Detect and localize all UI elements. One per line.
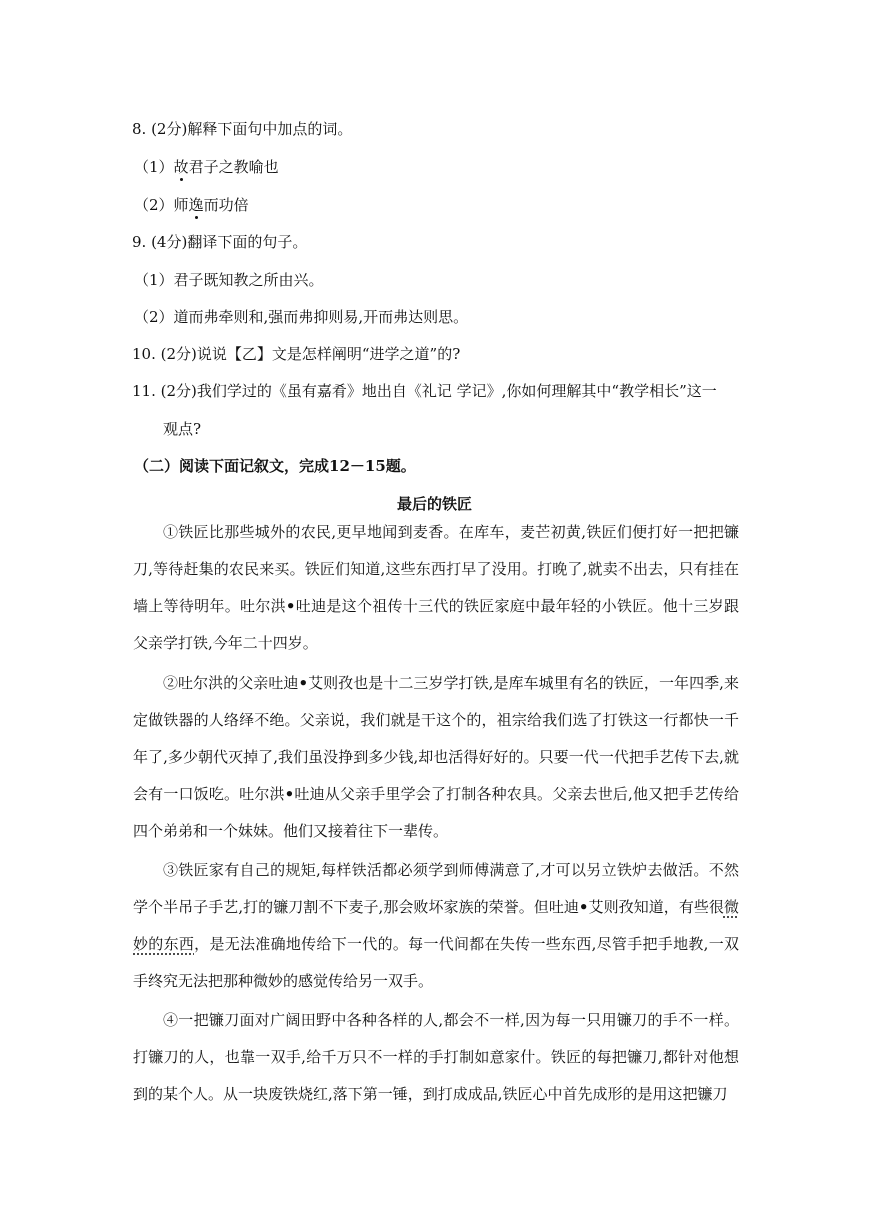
item-text-a: （2）师 (134, 196, 189, 214)
question-8: 8. (2分)解释下面句中加点的词。 (132, 120, 353, 138)
paragraph-1-text-a: ①铁匠比那些城外的农民,更早地闻到麦香。在库车，麦芒初黄,铁匠们便打好一把把镰刀,等待赶集的农民来买。铁匠们知道,这些东西打早了没用。打晚了,就卖不出去，只有挂在墙上等待明年。吐尔洪 (133, 523, 739, 615)
paragraph-2-text-c: 吐迪从父亲手里学会了打制各种农具。父亲去世后,他又把手艺传给四个弟弟和一个妹妹。他们又接着往下一辈传。 (133, 785, 739, 840)
paragraph-3-text-d: ，是无法准确地传给下一代的。每一代间都在失传一些东西,尽管手把手地教,一双手终究无法把那种微妙的感觉传给另一双手。 (133, 935, 739, 990)
section-heading: （二）阅读下面记叙文，完成12－15题。 (134, 457, 416, 475)
question-11: 11. (2分)我们学过的《虽有嘉肴》地出自《礼记 学记》,你如何理解其中“教学相长”这一 (132, 382, 717, 400)
paragraph-1 (133, 514, 739, 662)
emphasized-phrase: 微妙的东西 (133, 898, 739, 953)
paragraph-2 (133, 665, 739, 850)
paragraph-4 (133, 1002, 739, 1113)
paragraph-4-text: ④一把镰刀面对广阔田野中各种各样的人,都会不一样,因为每一只用镰刀的手不一样。打镰刀的人，也靠一双手,给千万只不一样的手打制如意家什。铁匠的每把镰刀,都针对他想到的某个人。从一块废铁烧红,落下第一锤，到打成成品,铁匠心中首先成形的是用这把镰刀 (133, 1011, 739, 1103)
question-8-item-1 (134, 157, 279, 177)
paragraph-3-text-a: ③铁匠家有自己的规矩,每样铁活都必须学到师傅满意了,才可以另立铁炉去做活。不然学个半吊子手艺,打的镰刀割不下麦子,那会败坏家族的荣誉。但吐迪 (133, 861, 739, 916)
question-9-item-2: （2）道而弗牵则和,强而弗抑则易,开而弗达则思。 (134, 308, 469, 326)
item-text-b: 而功倍 (203, 196, 249, 214)
question-9-item-1: （1）君子既知教之所由兴。 (134, 271, 324, 289)
question-11-continued: 观点? (163, 420, 202, 438)
paragraph-3 (133, 852, 739, 1000)
paragraph-3-text-b: 艾则孜知道，有些很 (588, 898, 724, 916)
name-separator: • (284, 785, 295, 803)
question-9: 9. (4分)翻译下面的句子。 (132, 233, 308, 251)
paragraph-1-text-b: 吐迪是这个祖传十三代的铁匠家庭中最年轻的小铁匠。他十三岁跟父亲学打铁,今年二十四岁。 (133, 597, 739, 652)
emphasized-word: 逸 (188, 196, 204, 214)
paragraph-2-text-a: ②吐尔洪的父亲吐迪 (163, 674, 299, 692)
name-separator: • (578, 898, 589, 916)
item-prefix: （1） (134, 158, 174, 176)
item-text: 君子之教喻也 (188, 158, 279, 176)
emphasized-word: 故 (173, 158, 189, 176)
paragraph-2-text-b: 艾则孜也是十二三岁学打铁,是库车城里有名的铁匠，一年四季,来定做铁器的人络绎不绝。父亲说，我们就是干这个的，祖宗给我们选了打铁这一行都快一千年了,多少朝代灭掉了,我们虽没挣到多少钱,却也活得好好的。只要一代一代把手艺传下去,就会有一口饭吃。吐尔洪 (133, 674, 739, 803)
question-10: 10. (2分)说说【乙】文是怎样阐明“进学之道”的? (132, 345, 461, 363)
name-separator: • (298, 674, 309, 692)
question-8-item-2 (134, 195, 249, 215)
name-separator: • (285, 597, 296, 615)
article-title: 最后的铁匠 (396, 495, 472, 513)
